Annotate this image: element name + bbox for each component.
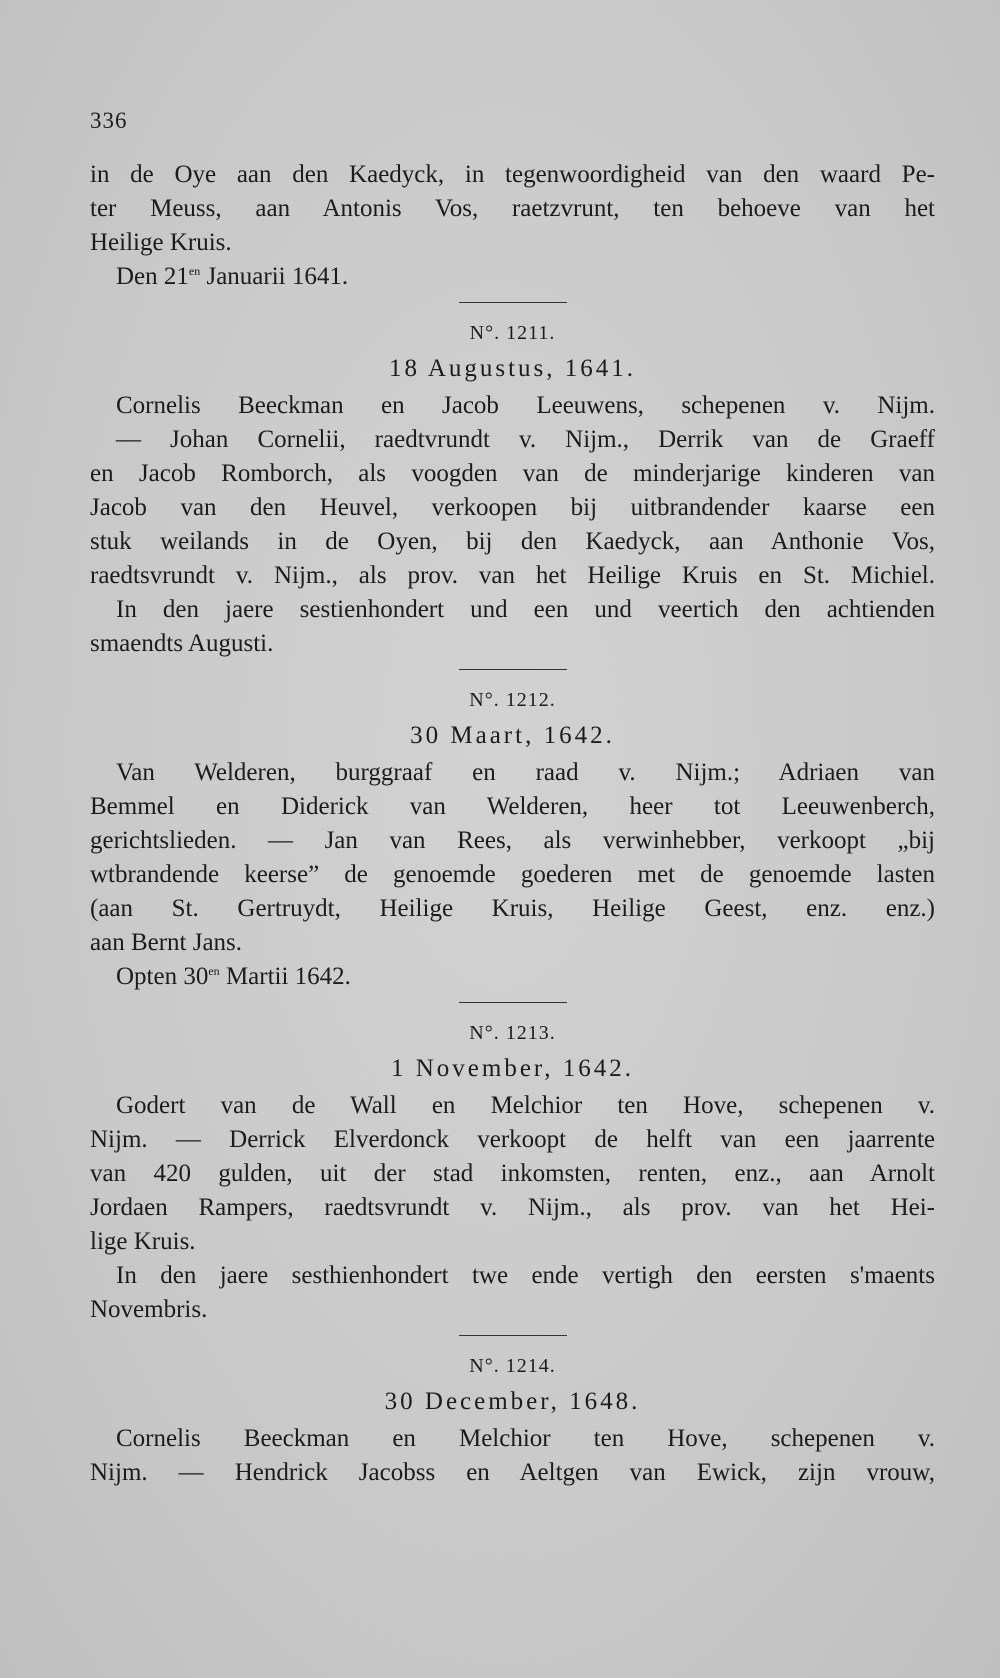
text-line: wtbrandende keerse” de genoemde goederen met de genoemde lasten — [90, 861, 935, 888]
text-line: raedtsvrundt v. Nijm., als prov. van het Heilige Kruis en St. Michiel. — [90, 562, 935, 589]
entry-1212 — [90, 684, 935, 994]
text-line: aan Bernt Jans. — [90, 929, 243, 956]
entry-date: 30 Maart, 1642. — [410, 722, 615, 749]
text-line: (aan St. Gertruydt, Heilige Kruis, Heilige Geest, enz. enz.) — [90, 895, 935, 922]
superscript: en — [188, 264, 201, 278]
text-line: Heilige Kruis. — [90, 229, 232, 256]
text-line: Jacob van den Heuvel, verkoopen bij uitbrandender kaarse een — [90, 494, 935, 521]
separator-rule — [459, 1335, 567, 1336]
text-line: van 420 gulden, uit der stad inkomsten, renten, enz., aan Arnolt — [90, 1160, 935, 1187]
entry-number: N°. 1213. — [469, 1022, 556, 1044]
text-line: gerichtslieden. — Jan van Rees, als verwinhebber, verkoopt „bij — [90, 827, 935, 854]
entry-number: N°. 1212. — [469, 689, 556, 711]
separator-rule — [459, 302, 567, 303]
text-line: Jordaen Rampers, raedtsvrundt v. Nijm., als prov. van het Hei- — [90, 1194, 935, 1221]
separator-rule — [459, 669, 567, 670]
text-line: In den jaere sesthienhondert twe ende vertigh den eersten s'maents — [116, 1262, 935, 1289]
text-line: Bemmel en Diderick van Welderen, heer tot Leeuwenberch, — [90, 793, 935, 820]
text-line: smaendts Augusti. — [90, 630, 274, 657]
entry-date: 18 Augustus, 1641. — [388, 355, 637, 382]
entry-number: N°. 1211. — [469, 322, 556, 344]
text-line — [90, 260, 935, 294]
text-line: en Jacob Romborch, als voogden van de minderjarige kinderen van — [90, 460, 935, 487]
text-line: Godert van de Wall en Melchior ten Hove, schepenen v. — [116, 1092, 935, 1119]
separator-rule — [459, 1002, 567, 1003]
page-number: 336 — [90, 108, 128, 133]
date-text: Januarii 1641. — [200, 263, 349, 290]
entry-date: 1 November, 1642. — [390, 1055, 635, 1082]
text-line: Nijm. — Derrick Elverdonck verkoopt de helft van een jaarrente — [90, 1126, 935, 1153]
text-line: Nijm. — Hendrick Jacobss en Aeltgen van Ewick, zijn vrouw, — [90, 1459, 935, 1486]
entry-1211 — [90, 317, 935, 661]
date-text: Den 21 — [116, 263, 189, 290]
entry-1214 — [90, 1350, 935, 1490]
date-text: Martii 1642. — [219, 963, 351, 990]
text-line: in de Oye aan den Kaedyck, in tegenwoordigheid van den waard Pe- — [90, 161, 935, 188]
superscript: en — [208, 964, 220, 978]
entry-date: 30 December, 1648. — [384, 1388, 641, 1415]
text-line: Cornelis Beeckman en Jacob Leeuwens, schepenen v. Nijm. — [116, 392, 935, 419]
page-body — [90, 158, 935, 1490]
entry-number: N°. 1214. — [469, 1355, 556, 1377]
text-line: In den jaere sestienhondert und een und veertich den achtienden — [116, 596, 935, 623]
text-line: ter Meuss, aan Antonis Vos, raetzvrunt, ten behoeve van het — [90, 195, 935, 222]
text-line: stuk weilands in de Oyen, bij den Kaedyck, aan Anthonie Vos, — [90, 528, 935, 555]
text-line: Cornelis Beeckman en Melchior ten Hove, schepenen v. — [116, 1425, 935, 1452]
date-text: Opten 30 — [116, 963, 209, 990]
text-line: lige Kruis. — [90, 1228, 196, 1255]
text-line — [90, 960, 935, 994]
text-line: — Johan Cornelii, raedtvrundt v. Nijm., Derrik van de Graeff — [116, 426, 935, 453]
text-line: Van Welderen, burggraaf en raad v. Nijm.; Adriaen van — [116, 759, 935, 786]
text-line: Novembris. — [90, 1296, 208, 1323]
entry-1213 — [90, 1017, 935, 1327]
